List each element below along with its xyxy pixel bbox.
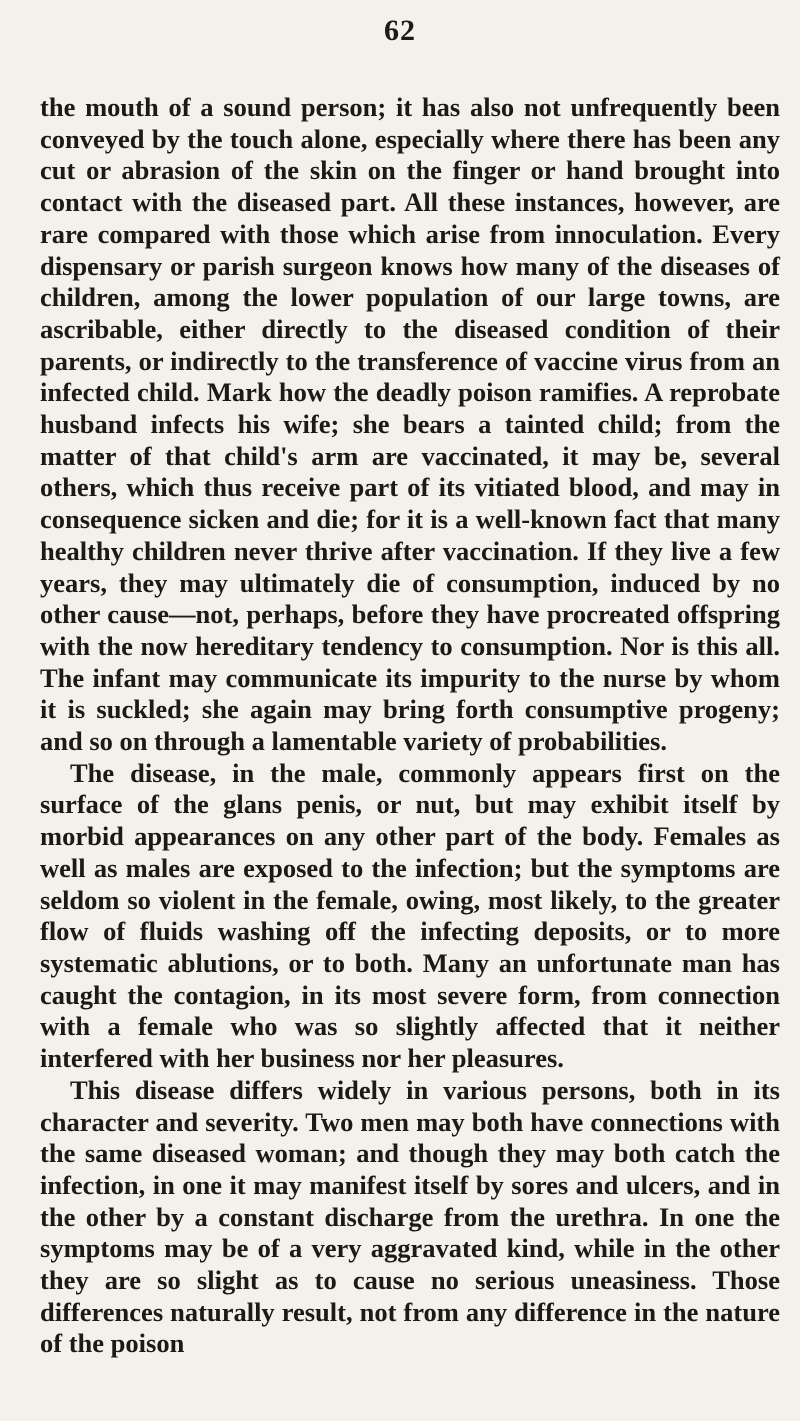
body-text [40,92,780,1360]
page-number: 62 [384,14,416,47]
paragraph-2: The disease, in the male, commonly appears first on the surface of the glans penis, or nut, but may exhibit itself by morbid appearances on any other part of the body. Females as well as males are exposed to the infection; but the symptoms are seldom so violent in the female, owing, most likely, to the greater flow of fluids washing off the infecting deposits, or to more systematic ablutions, or to both. Many an unfortunate man has caught the contagion, in its most severe form, from connection with a female who was so slightly affected that it neither interfered with her business nor her pleasures. [40,757,780,1074]
paragraph-3: This disease differs widely in various persons, both in its character and severity. Two men may both have connections with the same diseased woman; and though they may both catch the infection, in one it may manifest itself by sores and ulcers, and in the other by a constant discharge from the urethra. In one the symptoms may be of a very aggravated kind, while in the other they are so slight as to cause no serious uneasiness. Those differences naturally result, not from any difference in the nature of the poison [40,1074,780,1359]
paragraph-1: the mouth of a sound person; it has also not unfrequently been conveyed by the touch alone, especially where there has been any cut or abrasion of the skin on the finger or hand brought into contact with the diseased part. All these instances, however, are rare compared with those which arise from innoculation. Every dispensary or parish surgeon knows how many of the diseases of children, among the lower population of our large towns, are ascribable, either directly to the diseased condition of their parents, or indirectly to the transference of vaccine virus from an infected child. Mark how the deadly poison ramifies. A reprobate husband infects his wife; she bears a tainted child; from the matter of that child's arm are vaccinated, it may be, several others, which thus receive part of its vitiated blood, and may in consequence sicken and die; for it is a well-known fact that many healthy children never thrive after vaccination. If they live a few years, they may ultimately die of consumption, induced by no other cause—not, perhaps, before they have procreated offspring with the now hereditary tendency to consumption. Nor is this all. The infant may communicate its impurity to the nurse by whom it is suckled; she again may bring forth consumptive progeny; and so on through a lamentable variety of probabilities. [40,92,780,757]
